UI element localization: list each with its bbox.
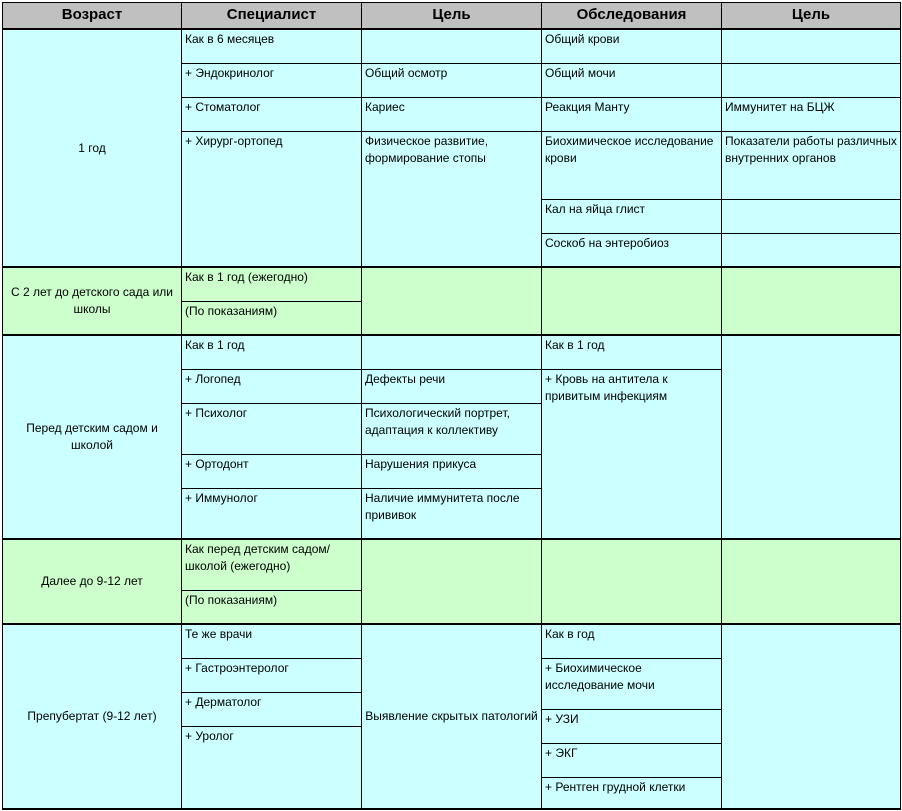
spec-goal-cell	[362, 336, 542, 370]
exam-cell: Кал на яйца глист	[542, 200, 722, 234]
header-specialist: Специалист	[182, 3, 362, 30]
spec-goal-label: Выявление скрытых патологий	[365, 709, 538, 723]
spec-goal-cell	[362, 625, 542, 810]
exam-cell: Как в год	[542, 625, 722, 659]
age-label: 1 год	[78, 140, 106, 155]
spec-goal-cell: Общий осмотр	[362, 64, 542, 98]
specialist-cell: (По показаниям)	[182, 302, 362, 336]
specialist-cell: + Дерматолог	[182, 693, 362, 727]
exam-cell: + Рентген грудной клетки	[542, 778, 722, 810]
exam-goal-cell	[722, 234, 901, 268]
age-cell	[3, 30, 182, 268]
specialist-cell: + Уролог	[182, 727, 362, 810]
medical-schedule-table	[2, 2, 901, 810]
spec-goal-cell: Нарушения прикуса	[362, 455, 542, 489]
age-label: Перед детским садом и школой	[26, 421, 158, 452]
specialist-cell: + Иммунолог	[182, 489, 362, 540]
exam-cell: Общий крови	[542, 30, 722, 64]
specialist-cell: + Эндокринолог	[182, 64, 362, 98]
age-cell	[3, 268, 182, 336]
spec-goal-cell: Психологический портрет, адаптация к коллективу	[362, 404, 542, 455]
age-cell	[3, 540, 182, 625]
exam-goal-cell	[722, 30, 901, 64]
specialist-cell: + Ортодонт	[182, 455, 362, 489]
header-exams: Обследования	[542, 3, 722, 30]
exam-goal-cell	[722, 268, 901, 336]
exam-goal-cell	[722, 200, 901, 234]
exam-cell: + ЭКГ	[542, 744, 722, 778]
age-cell	[3, 336, 182, 540]
age-label: Далее до 9-12 лет	[41, 574, 143, 588]
exam-cell	[542, 268, 722, 336]
specialist-cell: (По показаниям)	[182, 591, 362, 625]
spec-goal-cell: Кариес	[362, 98, 542, 132]
exam-goal-cell: Показатели работы различных внутренних органов	[722, 132, 901, 200]
exam-goal-cell	[722, 625, 901, 810]
spec-goal-cell: Наличие иммунитета после прививок	[362, 489, 542, 540]
exam-cell: + УЗИ	[542, 710, 722, 744]
spec-goal-cell	[362, 540, 542, 625]
specialist-cell: + Психолог	[182, 404, 362, 455]
age-cell	[3, 625, 182, 810]
spec-goal-cell	[362, 268, 542, 336]
exam-goal-cell: Иммунитет на БЦЖ	[722, 98, 901, 132]
spec-goal-cell: Дефекты речи	[362, 370, 542, 404]
exam-cell: Как в 1 год	[542, 336, 722, 370]
exam-goal-cell	[722, 336, 901, 540]
header-spec-goal: Цель	[362, 3, 542, 30]
spec-goal-cell	[362, 30, 542, 64]
exam-goal-cell	[722, 64, 901, 98]
exam-goal-cell	[722, 540, 901, 625]
spec-goal-cell: Физическое развитие, формирование стопы	[362, 132, 542, 268]
specialist-cell: + Гастроэнтеролог	[182, 659, 362, 693]
exam-cell	[542, 540, 722, 625]
specialist-cell: Как в 1 год	[182, 336, 362, 370]
exam-cell: Общий мочи	[542, 64, 722, 98]
age-label: С 2 лет до детского сада или школы	[10, 285, 174, 316]
specialist-cell: Те же врачи	[182, 625, 362, 659]
specialist-cell: Как перед детским садом/школой (ежегодно)	[182, 540, 362, 591]
specialist-cell: Как в 1 год (ежегодно)	[182, 268, 362, 302]
exam-cell: + Кровь на антитела к привитым инфекциям	[542, 370, 722, 540]
exam-cell: Биохимическое исследование крови	[542, 132, 722, 200]
exam-cell: Реакция Манту	[542, 98, 722, 132]
specialist-cell: + Хирург-ортопед	[182, 132, 362, 268]
header-age: Возраст	[3, 3, 182, 30]
age-label: Препубертат (9-12 лет)	[27, 709, 157, 723]
exam-cell: + Биохимическое исследование мочи	[542, 659, 722, 710]
specialist-cell: + Логопед	[182, 370, 362, 404]
exam-cell: Соскоб на энтеробиоз	[542, 234, 722, 268]
specialist-cell: Как в 6 месяцев	[182, 30, 362, 64]
header-exam-goal: Цель	[722, 3, 901, 30]
specialist-cell: + Стоматолог	[182, 98, 362, 132]
